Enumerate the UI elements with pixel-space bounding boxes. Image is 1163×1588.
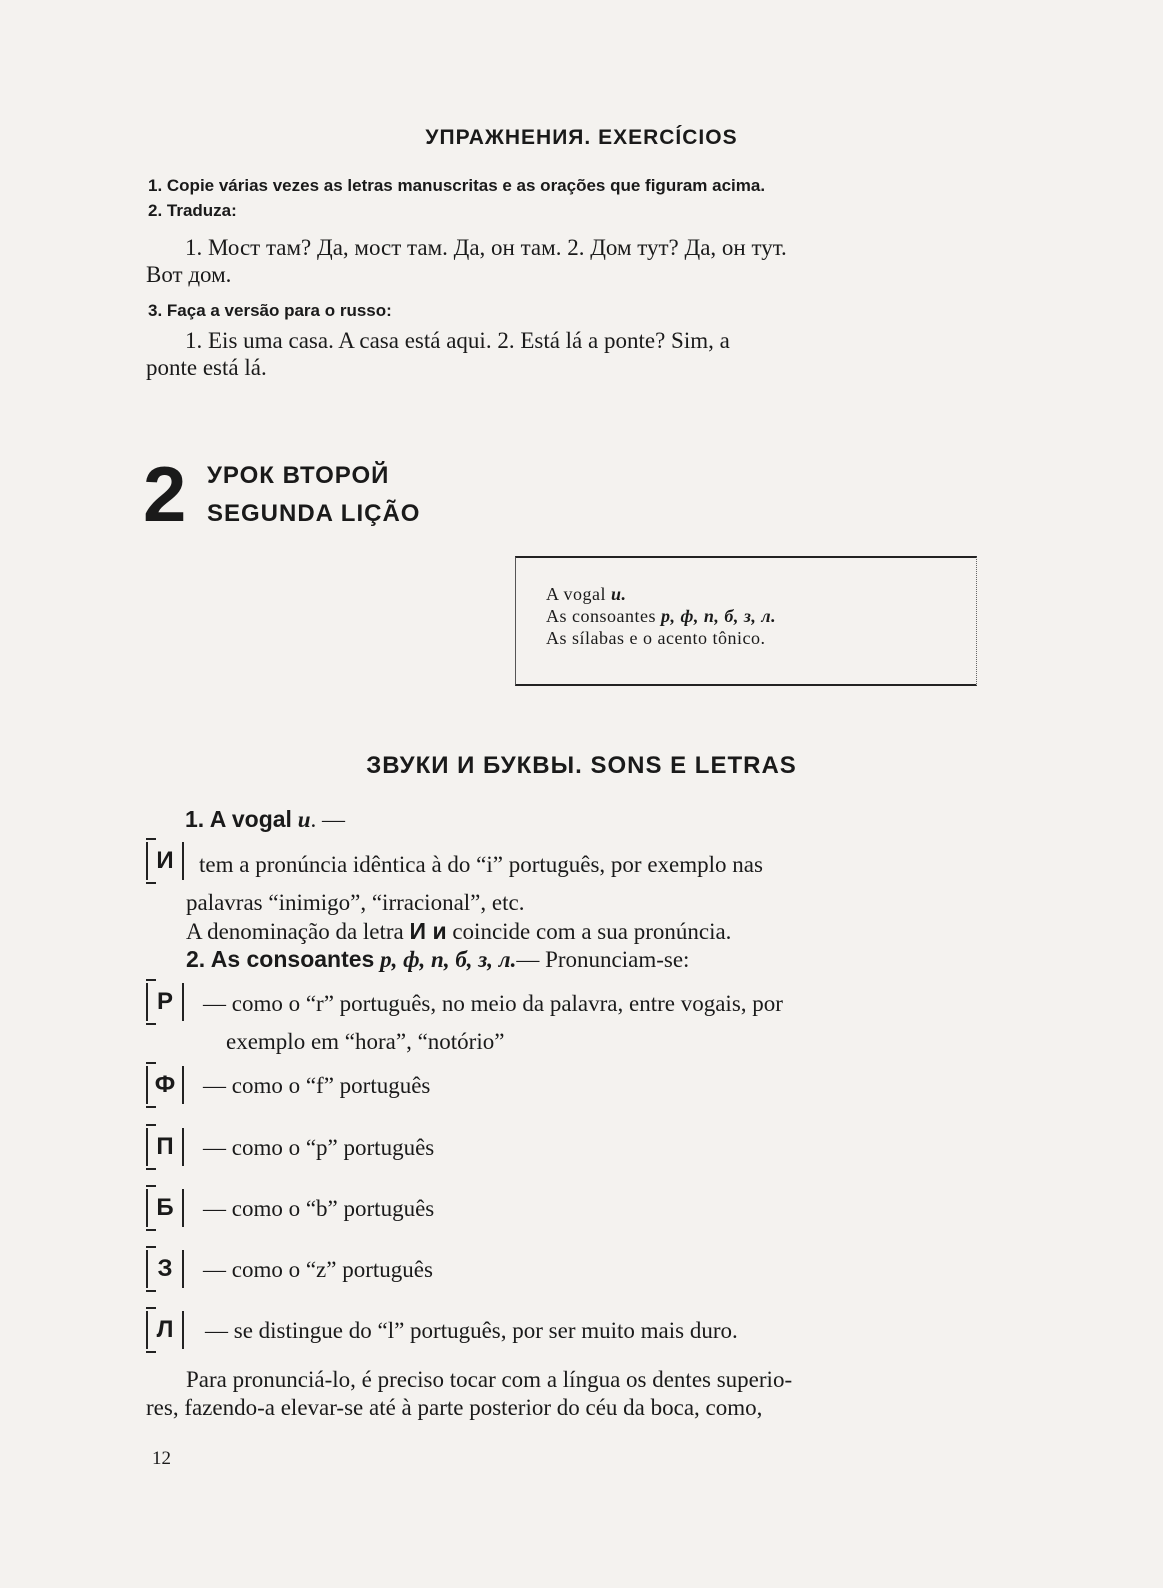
letter-name-post: coincide com a sua pronúncia.	[452, 919, 732, 944]
section-title: ЗВУКИ И БУКВЫ. SONS E LETRAS	[366, 752, 797, 779]
consonants-heading-tail: — Pronunciam-se:	[516, 947, 690, 972]
paragraph-line2: res, fazendo-a elevar-se até à parte posterior do céu da boca, como,	[146, 1395, 763, 1420]
letter-box-f: Ф	[146, 1066, 184, 1104]
exercise-2-text-line2: Вот дом.	[146, 262, 232, 287]
letter-box-z: З	[146, 1250, 184, 1288]
page-number: 12	[152, 1448, 171, 1469]
exercise-3-text-line2: ponte está lá.	[146, 355, 267, 380]
vowel-heading-text: 1. A vogal	[185, 806, 292, 832]
consonant-f-line1: — como o “f” português	[203, 1073, 431, 1098]
lesson-title-pt: SEGUNDA LIÇÃO	[207, 500, 421, 527]
letter-box-p: П	[146, 1128, 184, 1166]
letter-name-letters: И и	[409, 918, 447, 944]
topic-vowel-text: A vogal	[546, 584, 606, 604]
vowel-heading-letter: и	[297, 807, 311, 832]
vowel-desc-line1: tem a pronúncia idêntica à do “i” português, por exemplo nas	[199, 852, 763, 877]
consonant-p-line1: — como o “p” português	[203, 1135, 435, 1160]
exercise-item-3: 3. Faça a versão para o russo:	[148, 301, 392, 320]
topic-syllables: As sílabas e o acento tônico.	[546, 628, 766, 648]
consonants-heading-text: 2. As consoantes	[186, 946, 375, 972]
consonant-b-line1: — como o “b” português	[203, 1196, 435, 1221]
consonants-heading-letters: р, ф, п, б, з, л.	[380, 947, 517, 972]
topic-vowel	[546, 584, 627, 605]
letter-box-i: И	[146, 842, 184, 880]
letter-box-l: Л	[146, 1311, 184, 1349]
letter-name-pre: A denominação da letra	[186, 919, 404, 944]
paragraph-line1: Para pronunciá-lo, é preciso tocar com a língua os dentes superio-	[186, 1367, 793, 1392]
topic-vowel-letter: и.	[611, 584, 627, 604]
topic-consonants	[546, 606, 776, 627]
letter-name-line	[186, 918, 731, 945]
letter-box-r: Р	[146, 983, 184, 1021]
lesson-number: 2	[143, 450, 187, 538]
topic-consonants-text: As consoantes	[546, 606, 656, 626]
consonant-l-line1: — se distingue do “l” português, por ser muito mais duro.	[205, 1318, 738, 1343]
exercise-item-1: 1. Copie várias vezes as letras manuscritas e as orações que figuram acima.	[148, 176, 766, 195]
consonant-r-line1: — como o “r” português, no meio da palavra, entre vogais, por	[203, 991, 783, 1016]
exercises-title: УПРАЖНЕНИЯ. EXERCÍCIOS	[425, 126, 738, 149]
consonants-heading	[186, 946, 689, 973]
lesson-title-ru: УРОК ВТОРОЙ	[207, 462, 390, 489]
topic-consonants-letters: р, ф, п, б, з, л.	[660, 606, 777, 626]
vowel-desc-line2: palavras “inimigo”, “irracional”, etc.	[186, 890, 525, 915]
exercise-3-text-line1: 1. Eis uma casa. A casa está aqui. 2. Está lá a ponte? Sim, a	[185, 328, 730, 353]
exercise-item-2: 2. Traduza:	[148, 201, 237, 220]
consonant-z-line1: — como o “z” português	[203, 1257, 433, 1282]
vowel-heading	[185, 806, 345, 833]
consonant-r-line2: exemplo em “hora”, “notório”	[226, 1029, 505, 1054]
vowel-heading-tail: . —	[310, 807, 345, 832]
letter-box-b: Б	[146, 1189, 184, 1227]
exercise-2-text-line1: 1. Мост там? Да, мост там. Да, он там. 2. Дом тут? Да, он тут.	[185, 235, 787, 260]
